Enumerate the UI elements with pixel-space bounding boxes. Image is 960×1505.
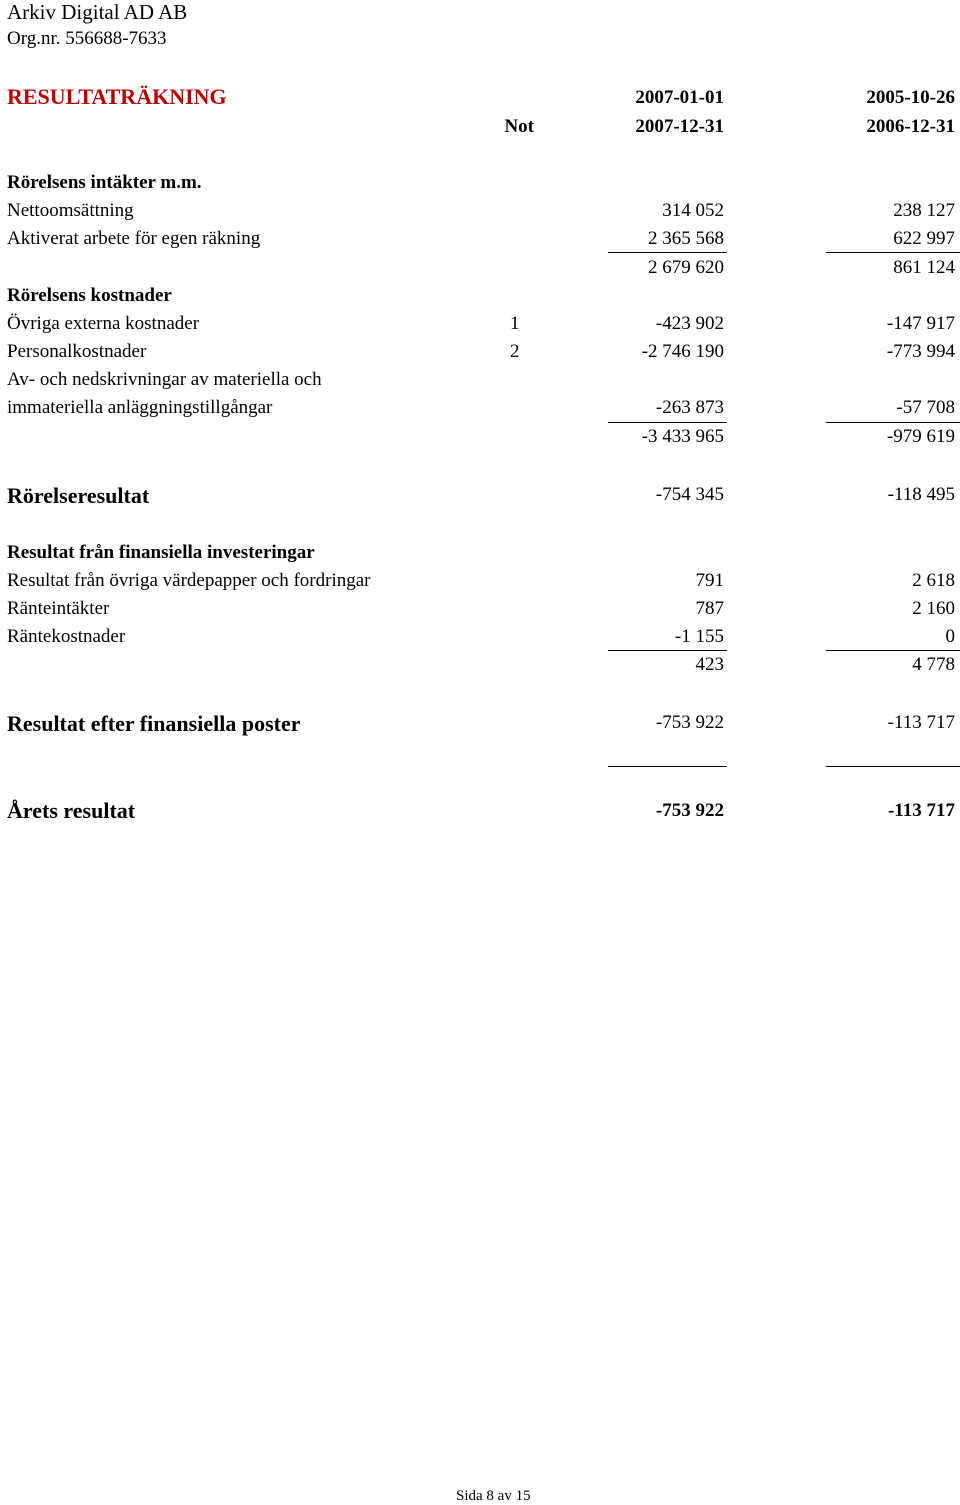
page-number: Sida 8 av 15 xyxy=(456,1488,531,1504)
sum-rule xyxy=(608,252,727,253)
row-value-2007: 2 365 568 xyxy=(648,228,724,249)
page-title: RESULTATRÄKNING xyxy=(7,84,227,109)
result-after-financial-2006: -113 717 xyxy=(887,712,955,733)
period1-end: 2007-12-31 xyxy=(635,116,724,137)
operating-result-2006: -118 495 xyxy=(887,484,955,505)
sum-rule xyxy=(608,766,727,767)
period2-start: 2005-10-26 xyxy=(866,87,955,108)
row-label: Aktiverat arbete för egen räkning xyxy=(7,228,261,249)
subtotal-2007: 423 xyxy=(695,654,724,675)
row-value-2006: 238 127 xyxy=(893,200,955,221)
row-label: Nettoomsättning xyxy=(7,200,134,221)
row-value-2006: 0 xyxy=(945,626,955,647)
sum-rule xyxy=(826,766,960,767)
row-label: Övriga externa kostnader xyxy=(7,313,200,334)
operating-result-label: Rörelseresultat xyxy=(7,483,150,508)
row-value-2006: 622 997 xyxy=(893,228,955,249)
row-value-2007: -1 155 xyxy=(674,626,724,647)
company-name: Arkiv Digital AD AB xyxy=(7,0,188,24)
row-label: Räntekostnader xyxy=(7,626,126,647)
section-heading-operating-costs: Rörelsens kostnader xyxy=(7,285,172,306)
row-value-2007: 787 xyxy=(695,598,724,619)
row-note: 2 xyxy=(510,341,520,362)
row-value-2006: 2 160 xyxy=(912,598,955,619)
row-value-2007: -2 746 190 xyxy=(641,341,724,362)
sum-rule xyxy=(608,650,727,651)
period1-start: 2007-01-01 xyxy=(635,87,724,108)
row-value-2006: -57 708 xyxy=(896,397,955,418)
row-value-2006: -773 994 xyxy=(886,341,955,362)
sum-rule xyxy=(826,252,960,253)
subtotal-2007: -3 433 965 xyxy=(641,426,724,447)
result-after-financial-label: Resultat efter finansiella poster xyxy=(7,711,301,736)
row-label: Av- och nedskrivningar av materiella och xyxy=(7,369,322,390)
row-label: Personalkostnader xyxy=(7,341,147,362)
row-label: Resultat från övriga värdepapper och fordringar xyxy=(7,570,371,591)
subtotal-2006: -979 619 xyxy=(886,426,955,447)
operating-result-2007: -754 345 xyxy=(655,484,724,505)
sum-rule xyxy=(608,422,727,423)
row-value-2007: -263 873 xyxy=(655,397,724,418)
sum-rule xyxy=(826,650,960,651)
row-note: 1 xyxy=(510,313,520,334)
year-result-label: Årets resultat xyxy=(7,798,136,823)
row-label: Ränteintäkter xyxy=(7,598,110,619)
row-value-2006: 2 618 xyxy=(912,570,955,591)
row-value-2007: 791 xyxy=(695,570,724,591)
year-result-2007: -753 922 xyxy=(655,800,724,821)
org-number: Org.nr. 556688-7633 xyxy=(7,28,167,49)
row-value-2006: -147 917 xyxy=(886,313,955,334)
subtotal-2007: 2 679 620 xyxy=(648,257,724,278)
section-heading-financial: Resultat från finansiella investeringar xyxy=(7,542,315,563)
subtotal-2006: 4 778 xyxy=(912,654,955,675)
year-result-2006: -113 717 xyxy=(887,800,955,821)
subtotal-2006: 861 124 xyxy=(893,257,955,278)
sum-rule xyxy=(826,422,960,423)
section-heading-operating-income: Rörelsens intäkter m.m. xyxy=(7,172,202,193)
not-column-header: Not xyxy=(504,116,534,137)
result-after-financial-2007: -753 922 xyxy=(655,712,724,733)
row-value-2007: -423 902 xyxy=(655,313,724,334)
row-label-continued: immateriella anläggningstillgångar xyxy=(7,397,273,418)
period2-end: 2006-12-31 xyxy=(866,116,955,137)
row-value-2007: 314 052 xyxy=(662,200,724,221)
